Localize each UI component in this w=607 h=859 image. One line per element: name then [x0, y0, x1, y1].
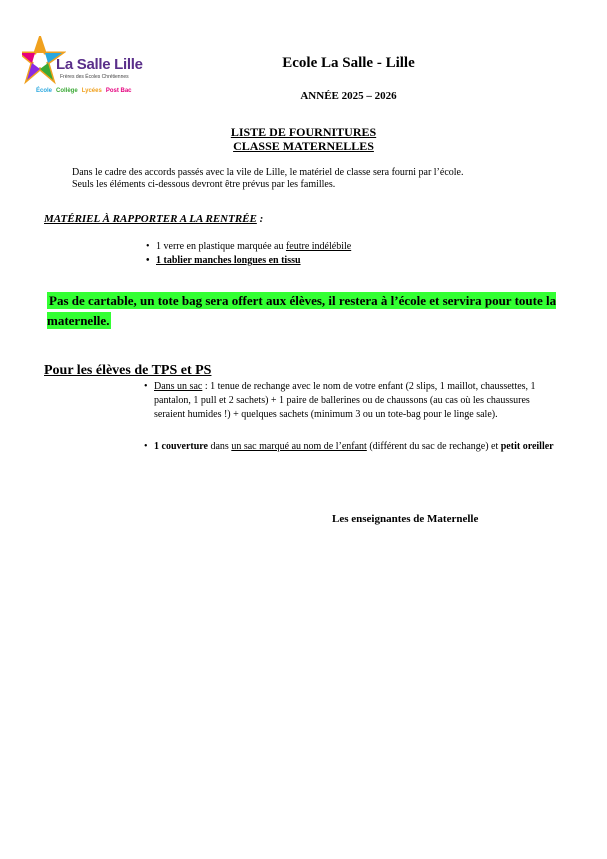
- section-materials-heading: [44, 213, 263, 225]
- intro-line1: Dans le cadre des accords passés avec la vile de Lille, le matériel de classe sera fourni par l’école.: [72, 167, 464, 178]
- item-text: : 1 tenue de rechange avec le nom de votre enfant (2 slips, 1 maillot, chaussettes, 1 pantalon, 1 pull et 2 sachets) + 1 paire de ballerines ou de chaussons (au cas où les chaussures seraient humides !) + quelques sachets (minimum 3 ou un tote-bag pour le linge sale).: [154, 381, 536, 420]
- list-title: [0, 125, 607, 153]
- logo-name: La Salle Lille: [56, 56, 143, 73]
- school-year: ANNÉE 2025 – 2026: [300, 90, 397, 102]
- logo-subtitle: Frères des Écoles Chrétiennes: [60, 74, 129, 80]
- item-underlined-text: un sac marqué au nom de l’enfant: [231, 441, 367, 452]
- bullet-icon: •: [146, 241, 150, 252]
- intro-paragraph: [72, 167, 512, 191]
- list-title-line1: LISTE DE FOURNITURES: [230, 125, 377, 139]
- item-text: (différent du sac de rechange) et: [366, 441, 501, 452]
- list-item: [146, 254, 446, 268]
- section-tps-ps-title: Pour les élèves de TPS et PS: [44, 363, 212, 378]
- notice-highlight: [47, 291, 562, 331]
- item-text: dans: [207, 441, 232, 452]
- materials-list: [146, 240, 446, 268]
- item-underlined-text: Dans un sac: [154, 381, 203, 392]
- school-title: Ecole La Salle - Lille: [282, 55, 415, 71]
- list-title-line2: CLASSE MATERNELLES: [233, 139, 374, 153]
- list-item: [144, 380, 563, 422]
- bullet-icon: •: [144, 441, 148, 452]
- list-item: [146, 240, 446, 254]
- section-materials-title: MATÉRIEL À RAPPORTER A LA RENTRÉE: [44, 213, 257, 225]
- item-underlined-text: feutre indélébile: [285, 241, 352, 252]
- logo-level-label: École: [36, 88, 53, 94]
- bullet-icon: •: [146, 255, 150, 266]
- section-materials-suffix: :: [256, 213, 264, 225]
- signature: Les enseignantes de Maternelle: [332, 513, 479, 525]
- list-item: [144, 440, 563, 454]
- logo-level-label: Post Bac: [105, 88, 132, 94]
- item-text: 1 verre en plastique marquée au: [156, 241, 286, 252]
- bullet-icon: •: [144, 381, 148, 392]
- logo-level-label: Collège: [56, 88, 78, 94]
- item-bold-text: 1 tablier manches longues en tissu: [156, 255, 301, 266]
- item-bold-text: 1 couverture: [154, 441, 208, 452]
- tps-ps-list: [144, 380, 563, 454]
- item-bold-text: petit oreiller: [500, 441, 554, 452]
- logo-level-label: Lycées: [81, 88, 102, 94]
- intro-line2: Seuls les éléments ci-dessous devront être prévus par les familles.: [72, 179, 336, 190]
- notice-text: Pas de cartable, un tote bag sera offert aux élèves, il restera à l’école et servira pour toute la maternelle.: [47, 293, 557, 328]
